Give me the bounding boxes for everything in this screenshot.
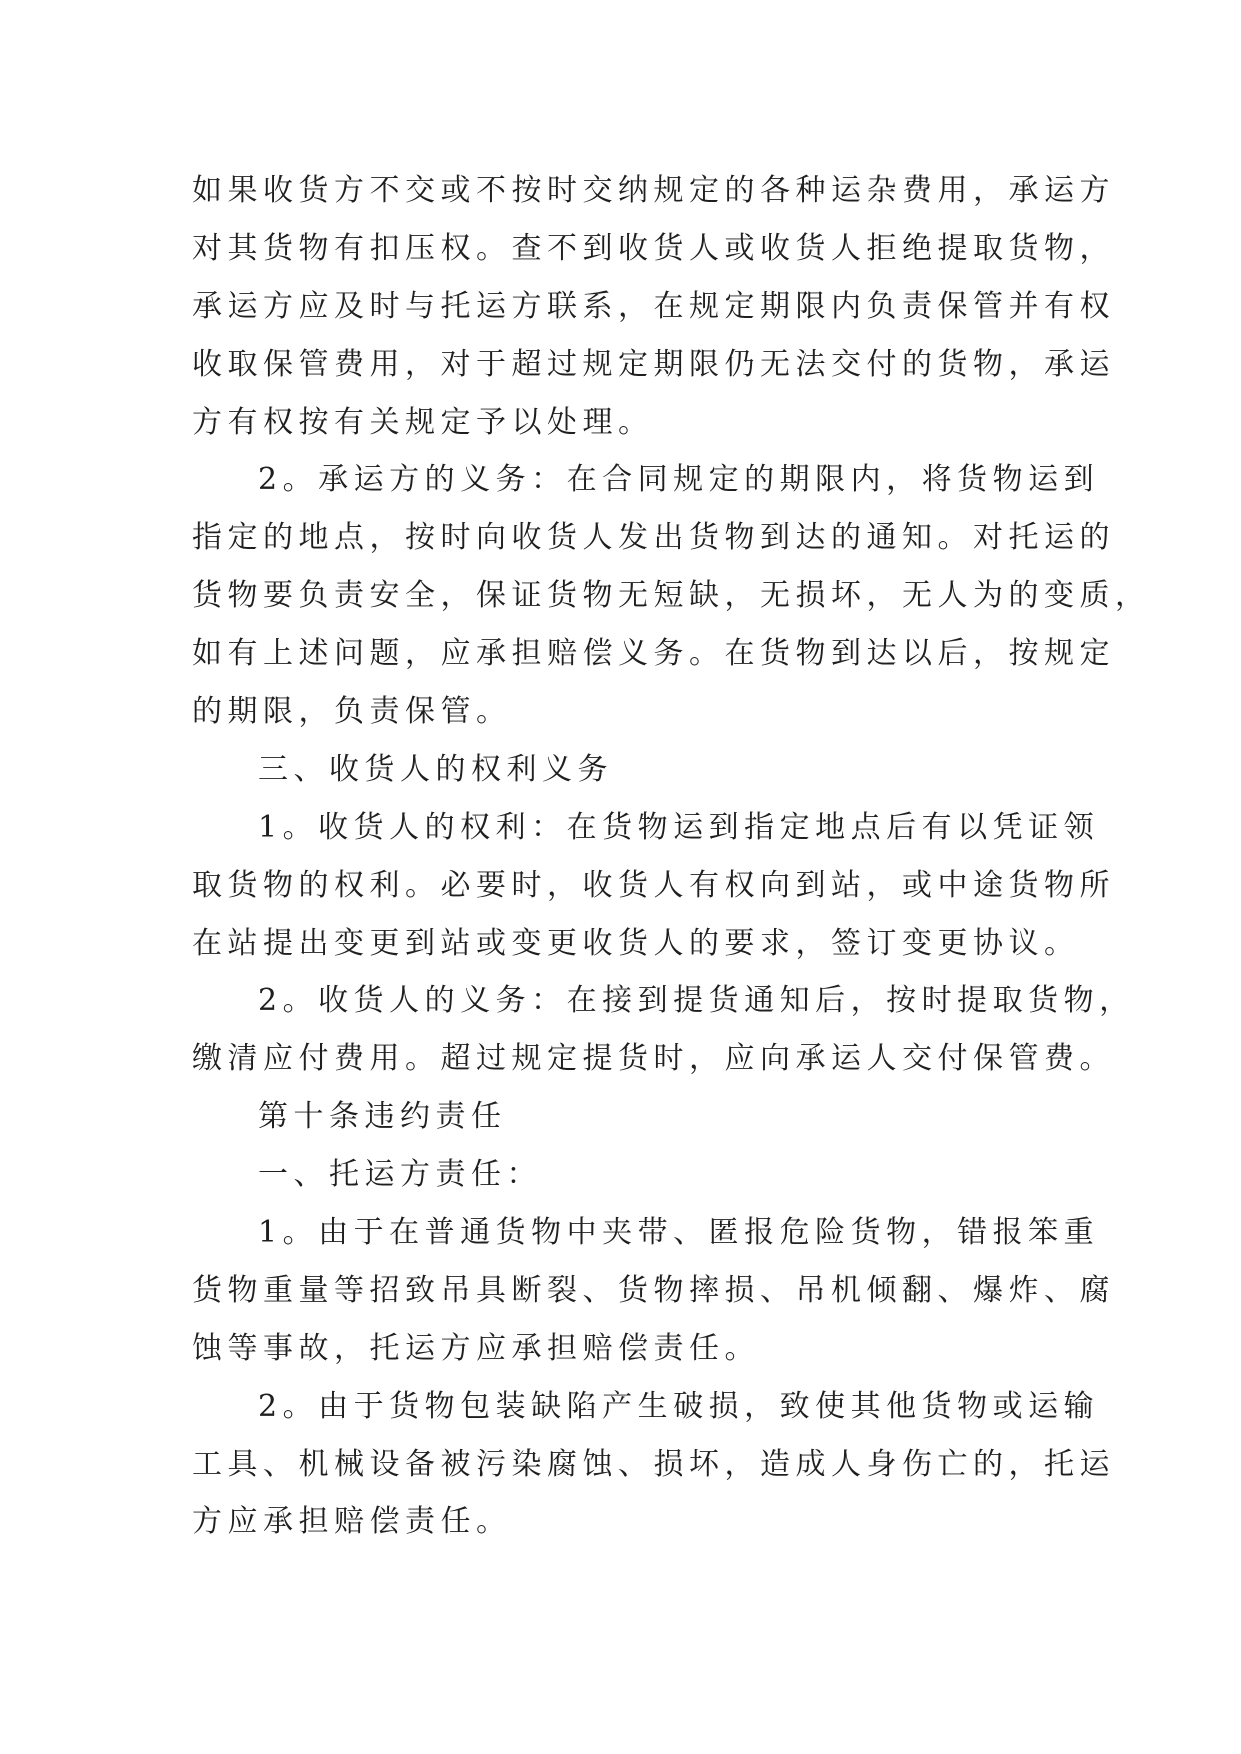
section-heading: 一、托运方责任： <box>258 1157 542 1193</box>
text-line: 的期限，负责保管。 <box>192 694 512 730</box>
article-heading: 第十条违约责任 <box>258 1099 507 1135</box>
text-line: 承运方应及时与托运方联系，在规定期限内负责保管并有权 <box>192 288 1115 324</box>
text-line: 指定的地点，按时向收货人发出货物到达的通知。对托运的 <box>192 520 1115 556</box>
text-line: 货物重量等招致吊具断裂、货物摔损、吊机倾翻、爆炸、腐 <box>192 1272 1115 1308</box>
text-line: 工具、机械设备被污染腐蚀、损坏，造成人身伤亡的，托运 <box>192 1446 1115 1482</box>
text-line: 收取保管费用，对于超过规定期限仍无法交付的货物，承运 <box>192 346 1115 382</box>
text-line: 在站提出变更到站或变更收货人的要求，签订变更协议。 <box>192 925 1080 961</box>
text-line: 对其货物有扣压权。查不到收货人或收货人拒绝提取货物， <box>192 230 1115 266</box>
section-heading: 三、收货人的权利义务 <box>258 751 613 787</box>
text-line: 如有上述问题，应承担赔偿义务。在货物到达以后，按规定 <box>192 636 1115 672</box>
text-line: 如果收货方不交或不按时交纳规定的各种运杂费用，承运方 <box>192 173 1115 208</box>
text-line: 取货物的权利。必要时，收货人有权向到站，或中途货物所 <box>192 867 1115 903</box>
document-body <box>192 162 1151 1551</box>
text-line: 方有权按有关规定予以处理。 <box>192 404 654 440</box>
paragraph-start-line: 2。收货人的义务：在接到提货通知后，按时提取货物， <box>258 983 1135 1019</box>
text-line: 方应承担赔偿责任。 <box>192 1504 512 1540</box>
text-line: 缴清应付费用。超过规定提货时，应向承运人交付保管费。 <box>192 1041 1115 1077</box>
paragraph-start-line: 2。由于货物包装缺陷产生破损，致使其他货物或运输 <box>258 1388 1100 1424</box>
text-line: 货物要负责安全，保证货物无短缺，无损坏，无人为的变质， <box>192 578 1151 614</box>
text-line: 蚀等事故，托运方应承担赔偿责任。 <box>192 1330 760 1366</box>
paragraph-start-line: 1。收货人的权利：在货物运到指定地点后有以凭证领 <box>258 809 1100 845</box>
paragraph-start-line: 2。承运方的义务：在合同规定的期限内，将货物运到 <box>258 462 1100 498</box>
paragraph-start-line: 1。由于在普通货物中夹带、匿报危险货物，错报笨重 <box>258 1215 1100 1251</box>
